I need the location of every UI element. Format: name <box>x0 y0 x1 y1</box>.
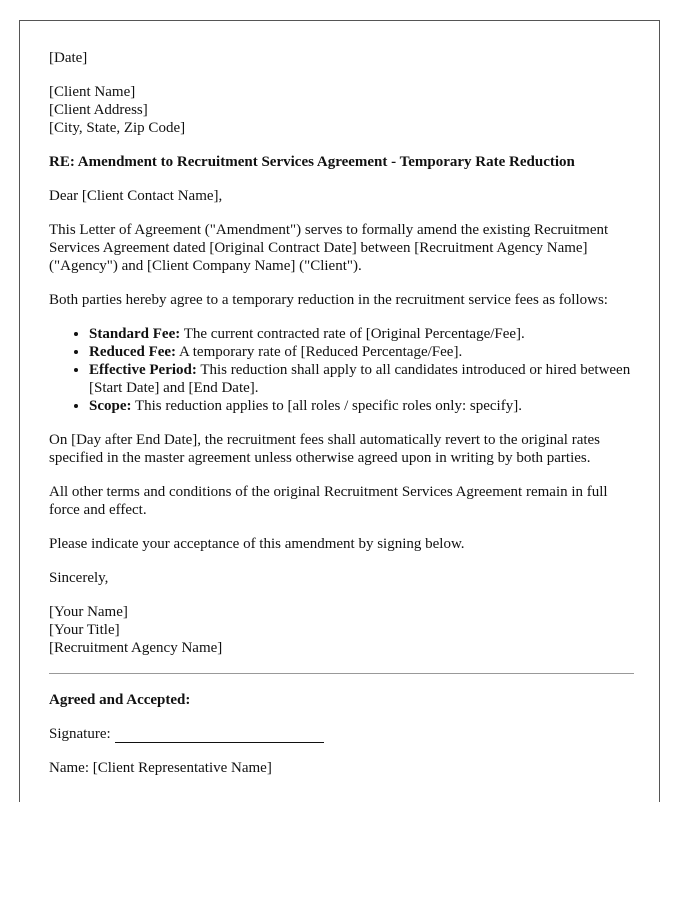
subject-line: RE: Amendment to Recruitment Services Agreement - Temporary Rate Reduction <box>49 154 575 170</box>
term-standard-fee <box>89 325 634 343</box>
term-effective-period <box>89 361 634 397</box>
signature-row <box>49 725 634 743</box>
recipient-city-state-zip: [City, State, Zip Code] <box>49 120 186 136</box>
signature-label: Signature: <box>49 726 111 742</box>
acceptance-request: Please indicate your acceptance of this amendment by signing below. <box>49 536 465 552</box>
intro-paragraph: This Letter of Agreement ("Amendment") serves to formally amend the existing Recruitment Services Agreement dated [Original Contract Date] between [Recruitment Agency Name] ("Agency") and [Client Company Name] ("Client"). <box>49 222 609 274</box>
term-label: Effective Period: <box>89 362 197 378</box>
term-scope <box>89 397 634 415</box>
salutation: Dear [Client Contact Name], <box>49 188 223 204</box>
letter-body <box>49 49 634 793</box>
sender-title: [Your Title] <box>49 622 120 638</box>
recipient-name: [Client Name] <box>49 84 136 100</box>
revert-paragraph: On [Day after End Date], the recruitment fees shall automatically revert to the original rates specified in the master agreement unless otherwise agreed upon in writing by both parties. <box>49 432 601 466</box>
section-divider <box>49 673 634 674</box>
term-label: Scope: <box>89 398 132 414</box>
sender-name: [Your Name] <box>49 604 128 620</box>
term-text: This reduction applies to [all roles / specific roles only: specify]. <box>131 398 522 414</box>
term-label: Reduced Fee: <box>89 344 177 360</box>
letter-date: [Date] <box>49 50 88 66</box>
sender-agency: [Recruitment Agency Name] <box>49 640 223 656</box>
closing: Sincerely, <box>49 570 109 586</box>
term-text: The current contracted rate of [Original Percentage/Fee]. <box>180 326 525 342</box>
sender-block <box>49 603 634 657</box>
other-terms-paragraph: All other terms and conditions of the original Recruitment Services Agreement remain in full force and effect. <box>49 484 608 518</box>
term-text: This reduction shall apply to all candidates introduced or hired between [Start Date] and [End Date]. <box>89 362 631 396</box>
term-reduced-fee <box>89 343 634 361</box>
letter-page <box>19 20 660 802</box>
client-name-line: Name: [Client Representative Name] <box>49 760 272 776</box>
term-label: Standard Fee: <box>89 326 181 342</box>
recipient-block <box>49 83 634 137</box>
agree-intro-paragraph: Both parties hereby agree to a temporary reduction in the recruitment service fees as follows: <box>49 292 608 308</box>
term-text: A temporary rate of [Reduced Percentage/Fee]. <box>176 344 463 360</box>
signature-line[interactable] <box>115 727 324 743</box>
recipient-address: [Client Address] <box>49 102 148 118</box>
terms-list <box>49 325 634 415</box>
agreed-accepted-heading: Agreed and Accepted: <box>49 692 191 708</box>
